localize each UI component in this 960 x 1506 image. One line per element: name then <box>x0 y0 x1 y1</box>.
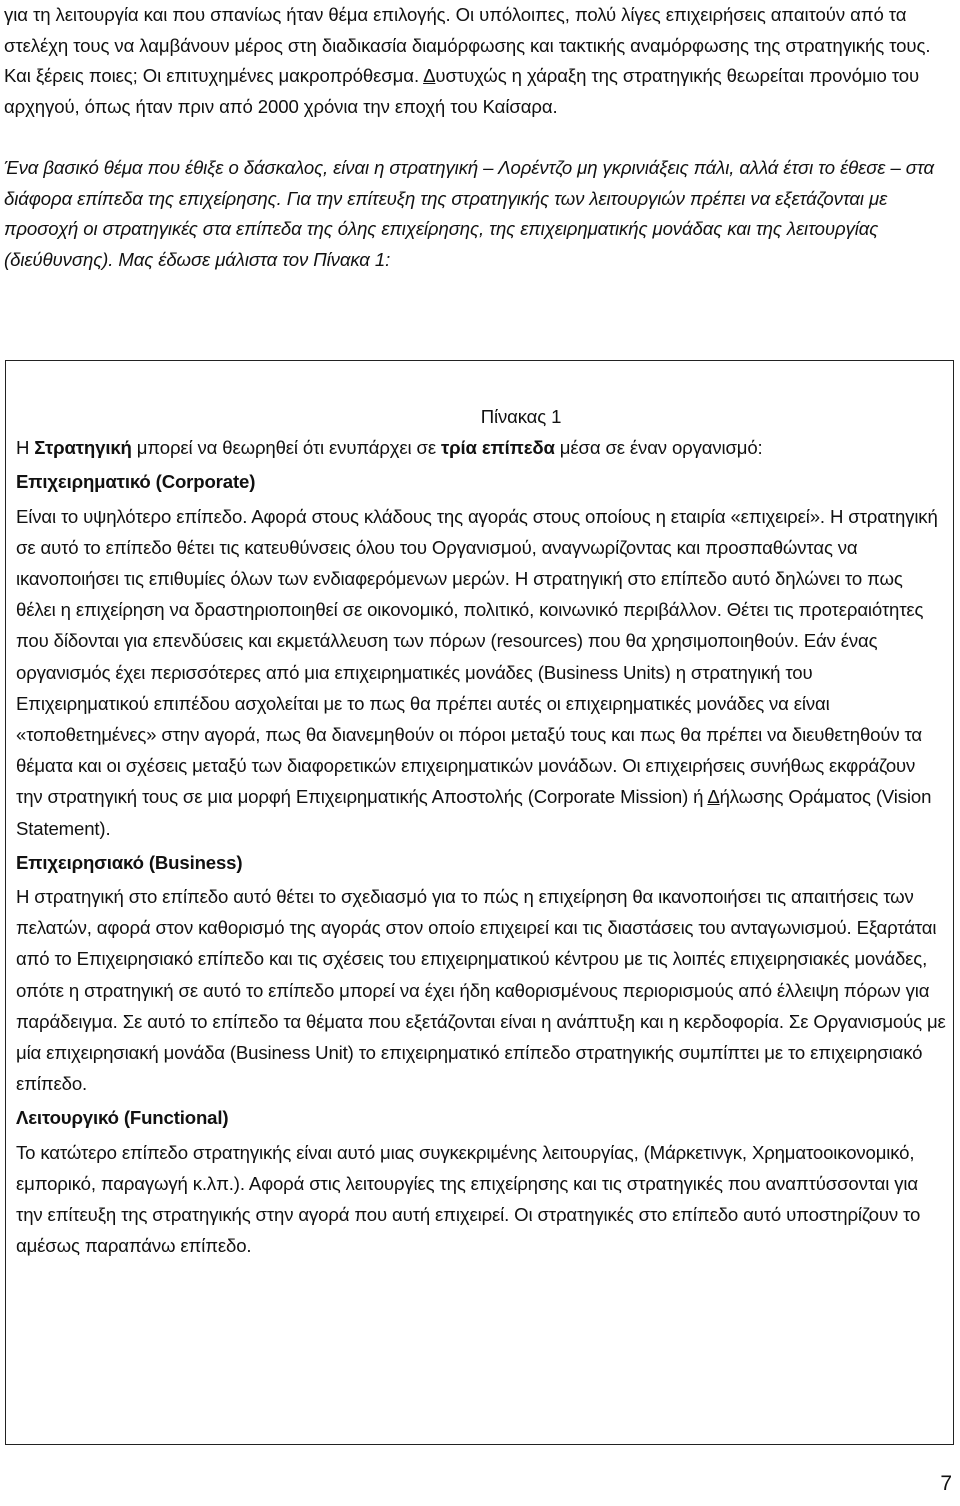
table-1-content <box>16 401 946 1261</box>
intro-text-rest: υστυχώς η χάραξη της στρατηγικής θεωρείται προνόμιο του αρχηγού, όπως ήταν πριν από 2000 χρόνια την εποχή του Καίσαρα. <box>4 65 920 117</box>
corporate-underlined-letter: Δ <box>707 786 720 808</box>
corporate-text <box>16 501 946 844</box>
table-title: Πίνακας 1 <box>480 406 562 427</box>
page-number: 7 <box>940 1472 952 1495</box>
corporate-heading: Επιχειρηματικό (Corporate) <box>16 471 256 493</box>
italic-paragraph <box>4 153 952 275</box>
table-intro-strategy: Στρατηγική <box>34 437 132 459</box>
business-heading: Επιχειρησιακό (Business) <box>16 851 243 873</box>
table-1-box <box>5 360 954 1445</box>
business-text: Η στρατηγική στο επίπεδο αυτό θέτει το σχεδιασμό για το πώς η επιχείρηση θα ικανοποιήσει τις απαιτήσεις των πελατών, αφορά στον καθορισμό της αγοράς στον οποίο επιχειρεί και τις διαστάσεις του ανταγωνισμού. Εξαρτάται από το Επιχειρησιακό επίπεδο και τις σχέσεις του επιχειρηματικού κέντρου με τις λοιπές επιχειρησιακές μονάδες, οπότε η στρατηγική σε αυτό το επίπεδο μπορεί να έχει ήδη καθορισμένους περιορισμούς από έλλειψη πόρων για παράδειγμα. Σε αυτό το επίπεδο τα θέματα που εξετάζονται είναι η ανάπτυξη και η κερδοφορία. Σε Οργανισμούς με μία επιχειρησιακή μονάδα (Business Unit) το επιχειρηματικό επίπεδο στρατηγικής συμπίπτει με το επιχειρησιακό επίπεδο. <box>16 886 946 1095</box>
corporate-text-main: Είναι το υψηλότερο επίπεδο. Αφορά στους κλάδους της αγοράς στους οποίους η εταιρία «επιχειρεί». Η στρατηγική σε αυτό το επίπεδο θέτει τις κατευθύνσεις όλου του Οργανισμού, αναγνωρίζοντας και προσπαθώντας να ικανοποιήσει τις επιθυμίες όλων των ενδιαφερόμενων μερών. Η στρατηγική στο επίπεδο αυτό δηλώνει το πως θέλει η επιχείρηση να δραστηριοποιηθεί σε οικονομικό, πολιτικό, κοινωνικό περιβάλλον. Θέτει τις προτεραιότητες που δίδονται για επενδύσεις και εκμετάλλευση των πόρων (resources) που θα χρησιμοποιηθούν. Εάν ένας οργανισμός έχει περισσότερες από μια επιχειρηματικές μονάδες (Business Units) η στρατηγική του Επιχειρηματικού επιπέδου ασχολείται με το πως θα πρέπει αυτές οι επιχειρηματικές μονάδες να είναι «τοποθετημένες» στην αγορά, πως θα διανεμηθούν οι πόροι μεταξύ τους και πως θα πρέπει να διευθετηθούν τα θέματα και οι σχέσεις μεταξύ των διαφορετικών επιχειρηματικών μονάδων. Οι επιχειρήσεις συνήθως εκφράζουν την στρατηγική τους σε μια μορφή Επιχειρηματικής Αποστολής (Corporate Mission) ή <box>16 505 938 808</box>
intro-text: για τη λειτουργία και που σπανίως ήταν θέμα επιλογής. Οι υπόλοιπες, πολύ λίγες επιχειρήσεις απαιτούν από τα στελέχη τους να λαμβάνουν μέρος στη διαδικασία διαμόρφωσης και τακτικής αναμόρφωσης της στρατηγικής τους. Και ξέρεις ποιες; Οι επιτυχημένες μακροπρόθεσμα. <box>4 4 931 86</box>
intro-paragraph <box>4 0 952 122</box>
intro-underlined-letter: Δ <box>423 65 436 86</box>
table-intro-e: μέσα σε έναν οργανισμό: <box>554 437 763 459</box>
table-intro <box>16 432 946 463</box>
corporate-text-end: ήλωσης Οράματος (Vision Statement). <box>16 786 932 839</box>
functional-text: Το κατώτερο επίπεδο στρατηγικής είναι αυτό μιας συγκεκριμένης λειτουργίας, (Μάρκετινγκ, Χρηματοοικονομικό, εμπορικό, παραγωγή κ.λπ.). Αφορά στις λειτουργίες της επιχείρησης και τις στρατηγικές που αναπτύσσονται για την επίτευξη της στρατηγικής στην αγορά που αυτή επιχειρεί. Οι στρατηγικές στο επίπεδο αυτό υποστηρίζουν το αμέσως παραπάνω επίπεδο. <box>16 1141 921 1257</box>
table-intro-c: μπορεί να θεωρηθεί ότι ενυπάρχει σε <box>131 437 442 459</box>
functional-heading: Λειτουργικό (Functional) <box>16 1107 229 1129</box>
table-intro-a: Η <box>16 437 35 459</box>
table-intro-three-levels: τρία επίπεδα <box>441 437 555 459</box>
italic-paragraph-text: Ένα βασικό θέμα που έθιξε ο δάσκαλος, είναι η στρατηγική – Λορέντζο μη γκρινιάξεις πάλι, αλλά έτσι το έθεσε – στα διάφορα επίπεδα της επιχείρησης. Για την επίτευξη της στρατηγικής των λειτουργιών πρέπει να εξετάζονται με προσοχή οι στρατηγικές στα επίπεδα της όλης επιχείρησης, της επιχειρηματικής μονάδας και της λειτουργίας (διεύθυνσης). Μας έδωσε μάλιστα τον Πίνακα 1: <box>4 157 934 270</box>
